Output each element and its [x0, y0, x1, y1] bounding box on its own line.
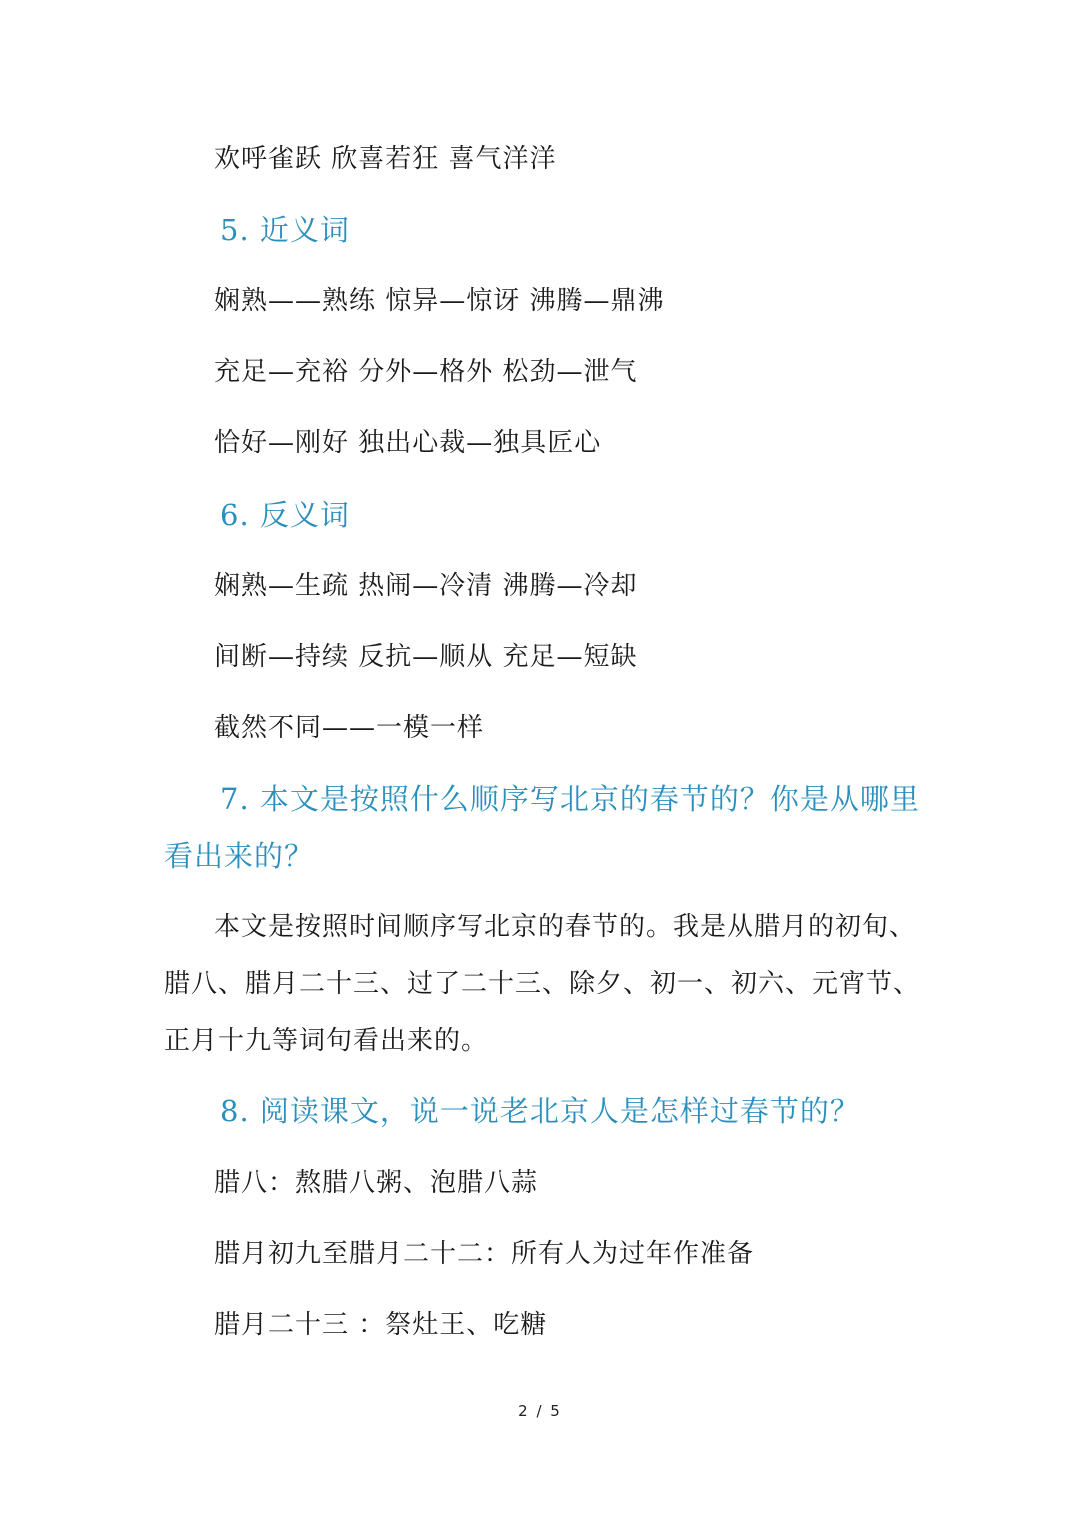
antonym-line-2: 间断—持续 反抗—顺从 充足—短缺 [214, 642, 638, 672]
idioms-line: 欢呼雀跃 欣喜若狂 喜气洋洋 [214, 144, 557, 174]
custom-line-2: 腊月初九至腊月二十二：所有人为过年作准备 [214, 1239, 755, 1269]
custom-line-3: 腊月二十三 ：祭灶王、吃糖 [214, 1310, 548, 1340]
section-8-heading: 8. 阅读课文，说一说老北京人是怎样过春节的？ [220, 1094, 860, 1128]
synonym-line-1: 娴熟——熟练 惊异—惊讶 沸腾—鼎沸 [214, 286, 665, 316]
section-7-heading: 7. 本文是按照什么顺序写北京的春节的？你是从哪里看出来的？ [164, 782, 920, 873]
antonym-line-3: 截然不同——一模一样 [214, 713, 485, 743]
antonym-line-1: 娴熟—生疏 热闹—冷清 沸腾—冷却 [214, 571, 638, 601]
section-5-heading: 5. 近义词 [220, 213, 350, 247]
section-7-answer: 本文是按照时间顺序写北京的春节的。我是从腊月的初旬、腊八、腊月二十三、过了二十三、除夕、初一、初六、元宵节、正月十九等词句看出来的。 [164, 912, 921, 1056]
synonym-line-3: 恰好—刚好 独出心裁—独具匠心 [214, 428, 602, 458]
page-number: 2 / 5 [518, 1402, 562, 1420]
custom-line-1: 腊八：熬腊八粥、泡腊八蒜 [214, 1168, 539, 1198]
synonym-line-2: 充足—充裕 分外—格外 松劲—泄气 [214, 357, 638, 387]
section-6-heading: 6. 反义词 [220, 498, 350, 532]
